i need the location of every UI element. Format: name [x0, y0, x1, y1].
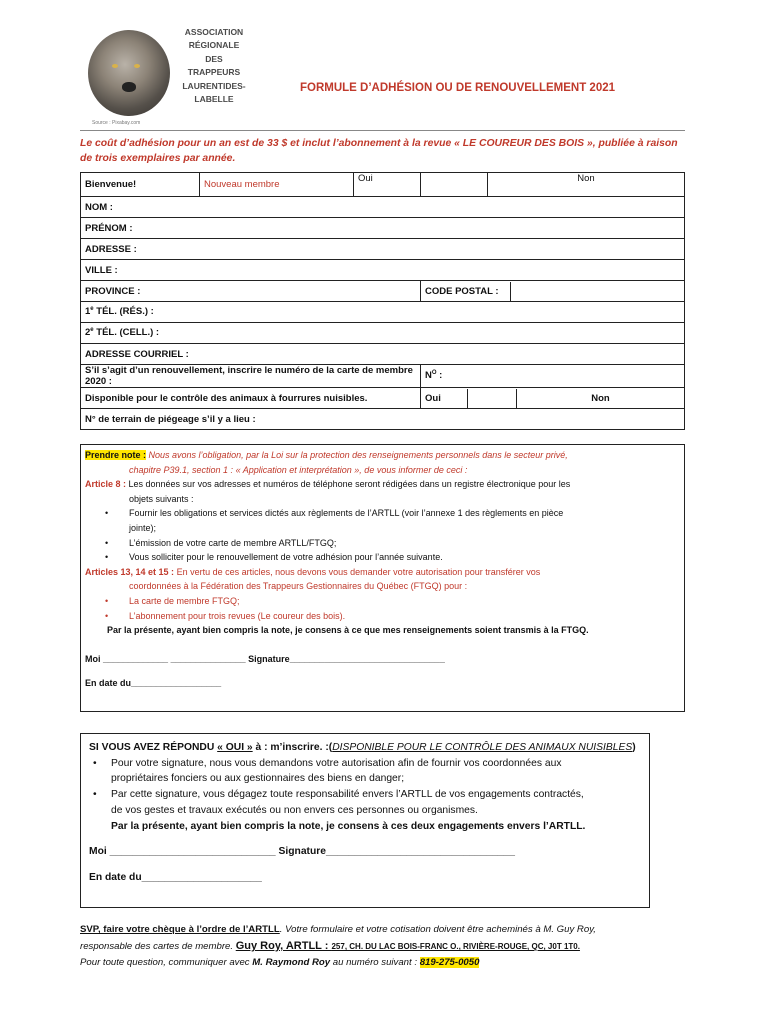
- intro-text: Le coût d’adhésion pour un an est de 33 $ et inclut l’abonnement à la revue « LE COUREUR DES BOIS », publiée à raison de trois exemplaires par année.: [80, 138, 678, 164]
- nom-field[interactable]: [81, 197, 685, 218]
- article8-label: Article 8 :: [85, 479, 127, 490]
- member-number-n: N: [425, 370, 432, 382]
- prenom-field[interactable]: [81, 218, 685, 239]
- cheque-instruction-2: . Votre formulaire et votre cotisation doivent être acheminés à M. Guy Roy,: [279, 924, 596, 935]
- signature-line-2[interactable]: Moi _____________________________ Signature_________________________________: [89, 846, 515, 858]
- box2-item-cont: de vos gestes et travaux exécutés ou non envers ces personnes ou organismes.: [111, 804, 478, 816]
- available-no-label: Non: [591, 392, 610, 404]
- terrain-label: N° de terrain de piégeage s’il y a lieu :: [85, 413, 256, 425]
- member-number-field[interactable]: [421, 365, 685, 388]
- ville-label: VILLE :: [85, 264, 118, 276]
- box2-close: ): [632, 742, 636, 753]
- membership-form: [80, 172, 685, 430]
- tel1-label: TÉL. (RÉS.) :: [93, 306, 154, 318]
- box2-oui: « OUI »: [217, 742, 253, 753]
- new-member-no-label: Non: [488, 173, 685, 197]
- note-label: Prendre note :: [85, 450, 147, 460]
- wolf-logo-icon: [88, 30, 170, 116]
- logo-line: LABELLE: [194, 94, 234, 105]
- box2-item: • Pour votre signature, nous vous demandons votre autorisation afin de fournir vos coordonnées aux: [89, 756, 641, 772]
- adresse-label: ADRESSE :: [85, 243, 137, 255]
- tel2-label: TÉL. (CELL.) :: [93, 327, 160, 339]
- box2-disp: DISPONIBLE POUR LE CONTRÔLE DES ANIMAUX NUISIBLES: [332, 742, 633, 753]
- signature-line[interactable]: Moi _____________ _______________ Signature_______________________________: [85, 653, 445, 664]
- footer-instructions: [80, 922, 685, 971]
- article8-item: • Fournir les obligations et services dictés aux règlements de l’ARTLL (voir l’annexe 1 des règlements en pièce: [129, 508, 564, 519]
- prenom-label: PRÉNOM :: [85, 222, 133, 234]
- new-member-yes-box[interactable]: [421, 173, 488, 197]
- article8-item: • L’émission de votre carte de membre ARTLL/FTGQ;: [129, 537, 337, 548]
- nuisance-control-consent: [80, 733, 650, 908]
- guy-roy: Guy Roy, ARTLL :: [235, 940, 332, 952]
- article8-text: Les données sur vos adresses et numéros de téléphone seront rédigées dans un registre électronique pour les: [126, 479, 571, 490]
- page-title: FORMULE D’ADHÉSION OU DE RENOUVELLEMENT 2021: [300, 82, 616, 94]
- consent-ftgq: Par la présente, ayant bien compris la note, je consens à ce que mes renseignements soient transmis à la FTGQ.: [107, 625, 589, 636]
- box2-item: • Par cette signature, vous dégagez toute responsabilité envers l’ARTLL de vos engagements contractés,: [89, 787, 641, 803]
- date-line-2[interactable]: En date du_____________________: [89, 871, 262, 883]
- new-member-yes-label: Oui: [354, 173, 421, 197]
- date-line[interactable]: En date du__________________: [85, 678, 222, 689]
- postal-code-value[interactable]: [511, 282, 681, 301]
- terrain-field[interactable]: [81, 409, 685, 430]
- article13-text-2: coordonnées à la Fédération des Trappeurs Gestionnaires du Québec (FTGQ) pour :: [129, 581, 468, 592]
- note-text: Nous avons l’obligation, par la Loi sur la protection des renseignements personnels dans le secteur privé,: [146, 450, 568, 460]
- available-yes-label: Oui: [421, 389, 468, 408]
- logo-line: LAURENTIDES-: [182, 80, 246, 91]
- tel1-sup: e: [90, 306, 94, 313]
- email-field[interactable]: [81, 344, 685, 365]
- tel2-field[interactable]: [81, 323, 685, 344]
- tel1-number: 1: [85, 306, 91, 318]
- logo-line: DES: [205, 53, 223, 64]
- box2-lead: SI VOUS AVEZ RÉPONDU: [89, 742, 218, 753]
- email-label: ADRESSE COURRIEL :: [85, 348, 189, 360]
- province-label: PROVINCE :: [85, 285, 141, 297]
- logo-text: [178, 26, 250, 106]
- welcome-label: Bienvenue!: [81, 173, 200, 197]
- privacy-notice: [80, 444, 685, 712]
- raymond-roy: M. Raymond Roy: [252, 957, 331, 968]
- article13-label: Articles 13, 14 et 15 :: [85, 566, 175, 577]
- logo-line: TRAPPEURS: [187, 67, 241, 78]
- adresse-field[interactable]: [81, 239, 685, 260]
- available-choice: [421, 388, 685, 409]
- consent-artll: Par la présente, ayant bien compris la note, je consens à ces deux engagements envers l’ARTLL.: [111, 820, 586, 832]
- tel2-sup: e: [90, 327, 94, 334]
- cheque-instruction: SVP, faire votre chèque à l’ordre de l’ARTLL: [80, 924, 280, 935]
- tel2-number: 2: [85, 327, 91, 339]
- note-text-2: chapitre P39.1, section 1 : « Application et interprétation », de vous informer de ceci :: [129, 464, 468, 475]
- title-divider: [80, 130, 685, 131]
- box2-item-cont: propriétaires fonciers ou aux gestionnaires des biens en danger;: [111, 773, 405, 785]
- nom-label: NOM :: [85, 201, 113, 213]
- article13-item: • L’abonnement pour trois revues (Le coureur des bois).: [129, 610, 346, 621]
- footer-line3: Pour toute question, communiquer avec: [80, 957, 253, 968]
- article8-text-2: objets suivants :: [129, 493, 194, 504]
- new-member-label: Nouveau membre: [200, 173, 354, 197]
- logo-line: RÉGIONALE: [188, 40, 240, 51]
- logo-line: ASSOCIATION: [184, 27, 244, 37]
- renewal-label: S’il s’agit d’un renouvellement, inscrire le numéro de la carte de membre 2020 :: [81, 365, 421, 388]
- member-number-sup: O: [431, 370, 437, 377]
- postal-code-field[interactable]: [421, 281, 685, 302]
- footer-line2: responsable des cartes de membre.: [80, 941, 236, 952]
- logo-source: Source : Pixabay.com: [92, 120, 141, 126]
- footer-line3b: au numéro suivant :: [330, 957, 420, 968]
- article8-item-cont: jointe);: [129, 522, 157, 533]
- tel1-field[interactable]: [81, 302, 685, 323]
- available-yes-box[interactable]: [468, 389, 517, 408]
- phone-number: 819-275-0050: [419, 957, 480, 968]
- association-logo: [88, 22, 248, 126]
- province-field[interactable]: [81, 281, 421, 302]
- article13-text: En vertu de ces articles, nous devons vous demander votre autorisation pour transférer vos: [174, 566, 541, 577]
- available-label: Disponible pour le contrôle des animaux à fourrures nuisibles.: [81, 388, 421, 409]
- member-number-colon: :: [436, 370, 443, 382]
- article13-item: • La carte de membre FTGQ;: [129, 595, 240, 606]
- ville-field[interactable]: [81, 260, 685, 281]
- box2-lead2: à : m’inscrire. :(: [252, 742, 333, 753]
- postal-code-label: CODE POSTAL :: [425, 282, 511, 301]
- article8-item: • Vous solliciter pour le renouvellement de votre adhésion pour l’année suivante.: [129, 552, 443, 563]
- mailing-address: 257, CH. DU LAC BOIS-FRANC O., RIVIÈRE-ROUGE, QC, J0T 1T0.: [331, 942, 580, 951]
